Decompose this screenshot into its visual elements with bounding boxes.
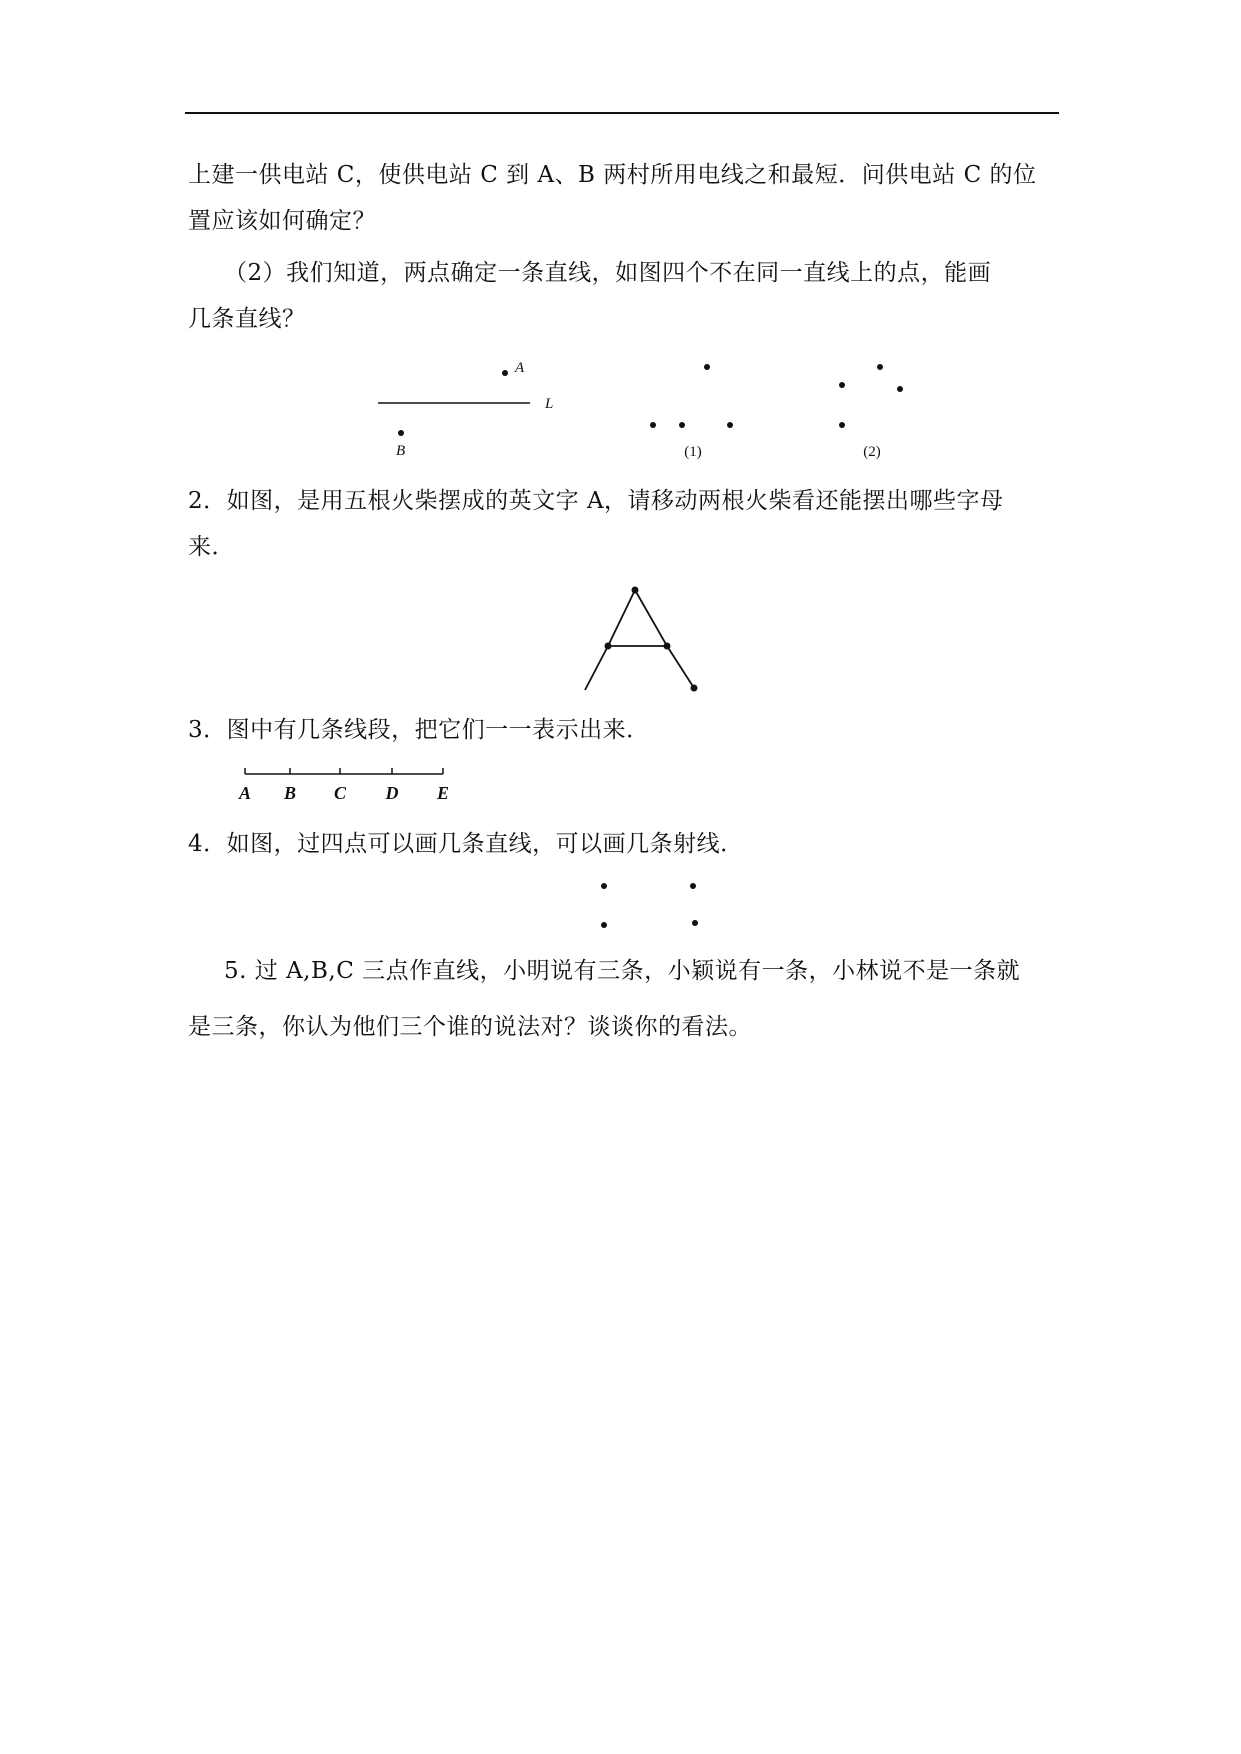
question-1-continued: [188, 152, 1054, 244]
match-head: [632, 587, 639, 594]
question-1-part-2: [188, 250, 1054, 342]
match-left-upper: [608, 590, 635, 646]
text-line: 置应该如何确定？: [188, 208, 376, 234]
header-rule: [185, 112, 1059, 114]
point: [839, 422, 845, 428]
figure-line-ab: [370, 350, 570, 460]
label-a: A: [238, 783, 252, 803]
label-l: L: [545, 396, 554, 412]
label-b: B: [283, 783, 297, 803]
text-line: （2）我们知道，两点确定一条直线，如图四个不在同一直线上的点，能画: [224, 260, 992, 286]
point-b: [398, 430, 404, 436]
figure-segment-abcde: [230, 760, 460, 810]
point-a: [502, 370, 508, 376]
point: [704, 364, 710, 370]
point: [897, 386, 903, 392]
text-line: 上建一供电站 C，使供电站 C 到 A、B 两村所用电线之和最短．问供电站 C 的位: [188, 162, 1037, 188]
point: [679, 422, 685, 428]
label-b: B: [396, 443, 406, 459]
match-head: [664, 643, 671, 650]
match-head: [691, 685, 698, 692]
match-left-lower: [585, 646, 608, 690]
text-line: 2．如图，是用五根火柴摆成的英文字 A，请移动两根火柴看还能摆出哪些字母: [188, 488, 1004, 514]
point: [650, 422, 656, 428]
text-line: 是三条，你认为他们三个谁的说法对？谈谈你的看法。: [188, 1014, 752, 1040]
question-4: [188, 821, 1054, 867]
text-line: 4．如图，过四点可以画几条直线，可以画几条射线．: [188, 831, 744, 857]
question-5: [188, 943, 1054, 1055]
caption-2: (2): [863, 444, 881, 460]
label-c: C: [333, 783, 347, 803]
question-3: [188, 707, 1054, 753]
figure-points-2: [820, 355, 920, 465]
label-d: D: [385, 783, 399, 803]
text-line: 来．: [188, 534, 235, 560]
point: [601, 883, 607, 889]
point: [601, 922, 607, 928]
match-head: [605, 643, 612, 650]
caption-1: (1): [684, 444, 702, 460]
point: [727, 422, 733, 428]
match-right-upper: [635, 590, 667, 646]
point: [877, 364, 883, 370]
figure-matchstick-a: [570, 578, 710, 698]
figure-four-points: [590, 870, 710, 940]
text-line: 5. 过 A,B,C 三点作直线，小明说有三条，小颖说有一条，小林说不是一条就: [224, 958, 1021, 984]
point: [690, 883, 696, 889]
figure-points-1: [640, 355, 750, 465]
label-e: E: [436, 783, 450, 803]
point: [692, 920, 698, 926]
text-line: 几条直线？: [188, 306, 306, 332]
label-a: A: [515, 360, 525, 376]
text-line: 3．图中有几条线段，把它们一一表示出来．: [188, 717, 650, 743]
point: [839, 382, 845, 388]
match-right-lower: [667, 646, 694, 688]
question-2: [188, 478, 1054, 570]
